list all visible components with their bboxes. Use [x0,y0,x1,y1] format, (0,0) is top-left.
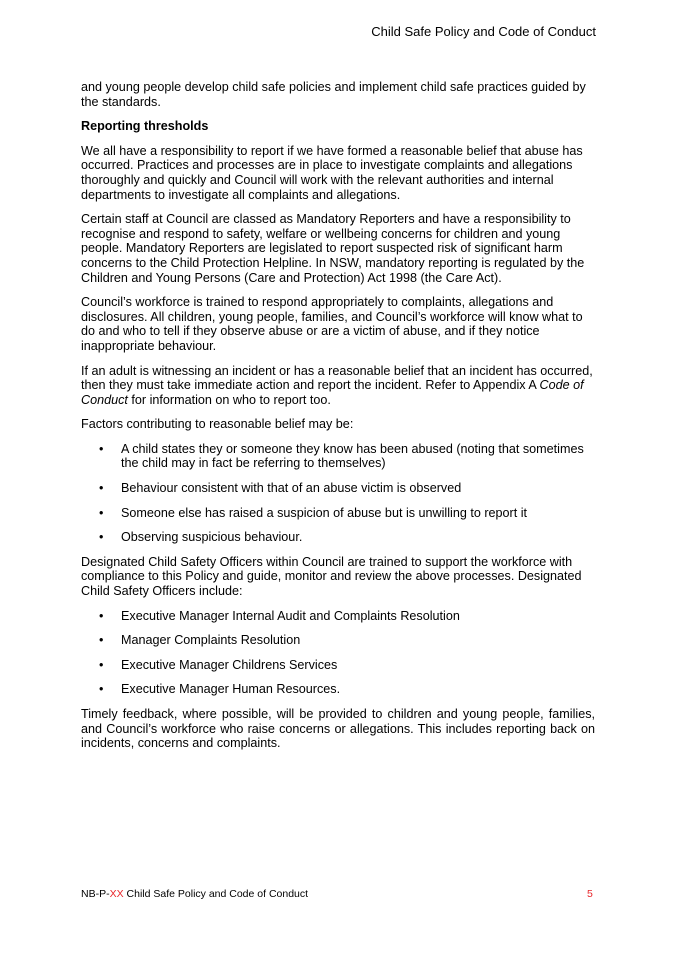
bullet-icon: • [99,441,104,456]
section-heading-reporting-thresholds: Reporting thresholds [81,119,209,134]
list-item [81,481,595,496]
list-item-text: A child states they or someone they know has been abused (noting that sometimes the child may in fact be referring to themselves) [121,441,584,471]
list-item [81,633,595,648]
bullet-icon: • [99,633,104,648]
list-item [81,442,595,471]
footer-title: Child Safe Policy and Code of Conduct [123,888,309,900]
adult-witness-paragraph [81,364,595,408]
feedback-paragraph: Timely feedback, where possible, will be provided to children and young people, families, and Council’s workforce who raise concerns or allegations. This includes reporting back on incidents, concerns and complaints. [81,707,595,751]
factors-list [81,442,595,545]
code-of-conduct-reference: Code of Conduct [81,378,584,407]
list-item [81,609,595,624]
officers-paragraph: Designated Child Safety Officers within Council are trained to support the workforce with compliance to this Policy and guide, monitor and review the above processes. Designated Child Safety Officers include: [81,554,582,599]
bullet-icon: • [99,608,104,623]
intro-paragraph: and young people develop child safe policies and implement child safe practices guided by the standards. [81,80,586,109]
page-number: 5 [587,888,593,900]
bullet-icon: • [99,682,104,697]
officers-list [81,609,595,697]
list-item-text: Executive Manager Human Resources. [121,682,341,697]
page-footer [81,888,308,900]
bullet-icon: • [99,481,104,496]
bullet-icon: • [99,505,104,520]
workforce-paragraph: Council’s workforce is trained to respond appropriately to complaints, allegations and disclosures. All children, young people, families, and Council’s workforce will know what to do and who to tell if they observe abuse or are a victim of abuse, and if they notice inappropriate behaviour. [81,295,583,353]
list-item [81,530,595,545]
list-item-text: Executive Manager Childrens Services [121,657,338,672]
list-item-text: Executive Manager Internal Audit and Complaints Resolution [121,608,460,623]
list-item-text: Someone else has raised a suspicion of abuse but is unwilling to report it [121,505,528,520]
factors-intro-paragraph: Factors contributing to reasonable belief may be: [81,417,354,432]
footer-prefix: NB-P- [81,888,110,900]
bullet-icon: • [99,657,104,672]
bullet-icon: • [99,530,104,545]
list-item-text: Manager Complaints Resolution [121,633,301,648]
list-item-text: Behaviour consistent with that of an abuse victim is observed [121,481,462,496]
list-item [81,682,595,697]
page-header: Child Safe Policy and Code of Conduct [371,24,596,39]
adult-witness-text-2: for information on who to report too. [127,392,331,407]
document-body [81,80,595,761]
list-item-text: Observing suspicious behaviour. [121,530,303,545]
responsibility-paragraph: We all have a responsibility to report if we have formed a reasonable belief that abuse has occurred. Practices and processes are in place to investigate complaints and allegations thoroughly and quickly and Council will work with the relevant authorities and internal departments to investigate all complaints and allegations. [81,143,583,202]
footer-code: XX [109,888,124,900]
adult-witness-text-1: If an adult is witnessing an incident or has a reasonable belief that an incident has occurred, then they must take immediate action and report the incident. Refer to Appendix A [81,363,593,393]
list-item [81,506,595,521]
mandatory-reporters-paragraph: Certain staff at Council are classed as Mandatory Reporters and have a responsibility to recognise and respond to safety, welfare or wellbeing concerns for children and young people. Mandatory Reporters are legislated to report suspected risk of significant harm concerns to the Child Protection Helpline. In NSW, mandatory reporting is regulated by the Children and Young Persons (Care and Protection) Act 1998 (the Care Act). [81,212,585,285]
list-item [81,658,595,673]
